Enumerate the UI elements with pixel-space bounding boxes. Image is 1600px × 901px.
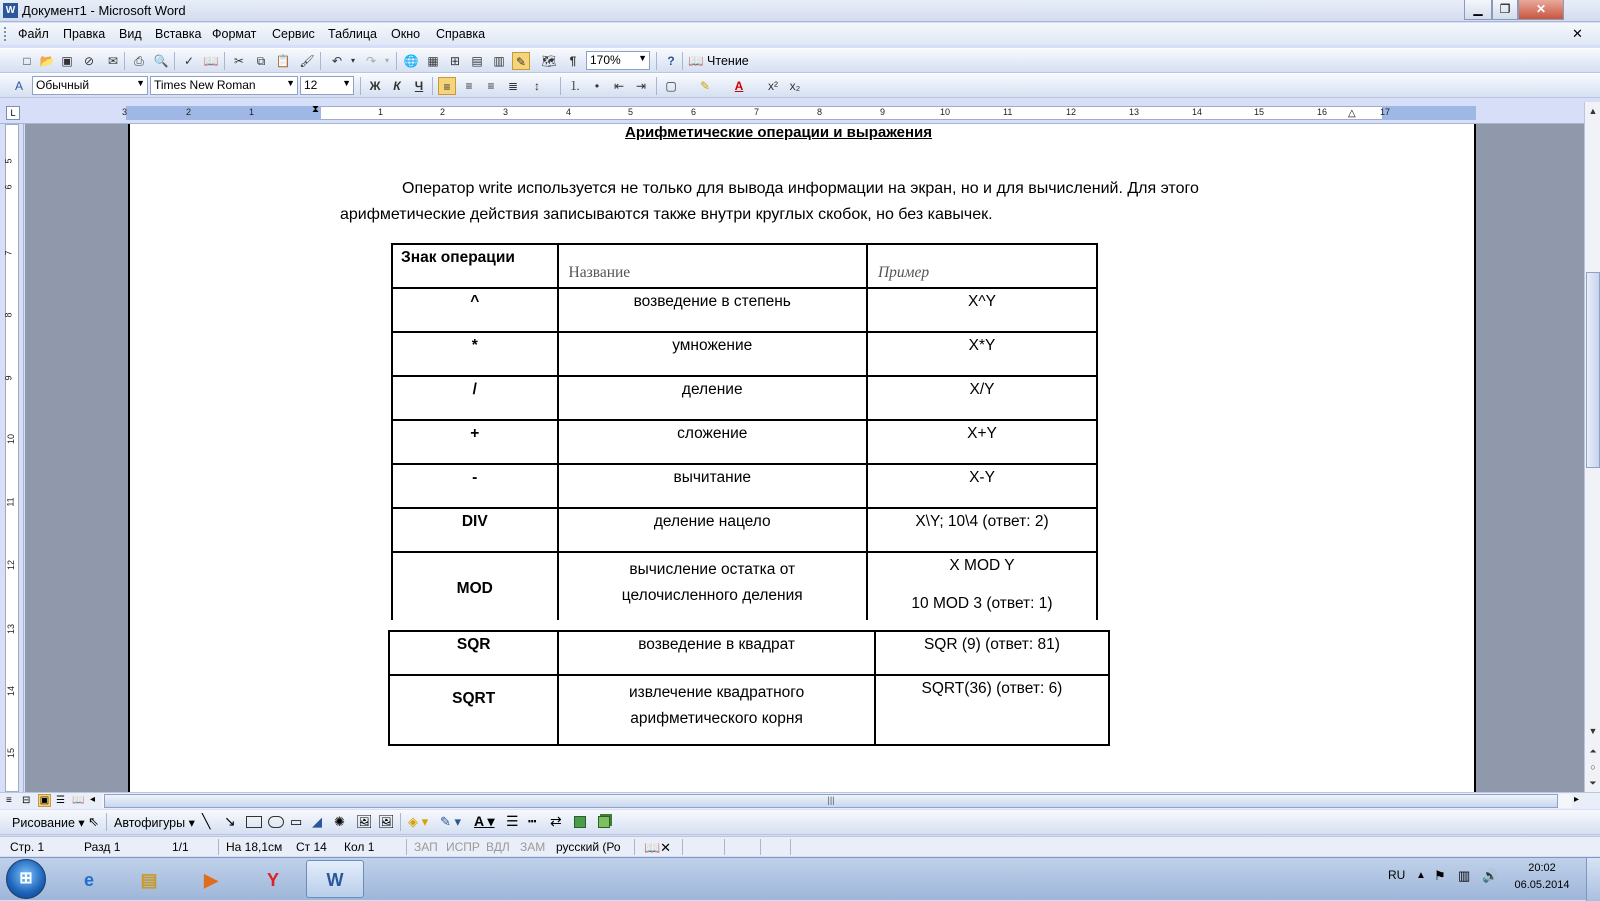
reading-mode-label: Чтение (707, 54, 749, 68)
menu-help[interactable]: Справка (436, 27, 486, 41)
tray-clock[interactable]: 20:02 (1528, 862, 1556, 874)
print-icon[interactable]: ⎙ (134, 54, 144, 68)
line-style-icon[interactable]: ☰ (506, 813, 519, 829)
cell-operator[interactable]: ^ (392, 288, 558, 332)
insert-excel-icon[interactable]: ▤ (471, 54, 483, 68)
ruler-number: 17 (1380, 107, 1391, 117)
vertical-scrollbar[interactable] (1584, 102, 1600, 792)
status-language[interactable]: русский (Ро (556, 840, 621, 854)
ruler-number: 1 (378, 107, 384, 117)
ruler-number: 15 (6, 747, 17, 759)
cell-example[interactable]: X*Y (867, 332, 1097, 376)
underline-button[interactable]: Ч (414, 79, 424, 93)
ruler-number: 8 (817, 107, 823, 117)
paste-icon[interactable]: 📋 (275, 54, 291, 68)
3d-style-icon[interactable] (598, 816, 610, 828)
web-layout-icon[interactable]: ⊟ (22, 795, 31, 806)
status-position[interactable]: На 18,1см (226, 840, 283, 854)
shadow-style-icon[interactable] (574, 816, 586, 828)
status-extend[interactable]: ВДЛ (486, 840, 510, 854)
ruler-number: 14 (1192, 107, 1203, 117)
cell-example[interactable]: X-Y (867, 464, 1097, 508)
line-spacing-icon[interactable]: ↕ (534, 79, 540, 93)
cell-example[interactable]: SQR (9) (ответ: 81) (875, 631, 1109, 675)
restore-button[interactable]: ❐ (1492, 0, 1518, 20)
start-button[interactable]: ⊞ (6, 859, 46, 899)
table-row (392, 376, 1097, 420)
menu-view[interactable]: Вид (119, 27, 142, 41)
draw-menu-button[interactable]: Рисование ▾ (12, 816, 85, 830)
document-paragraph[interactable] (340, 176, 1260, 228)
style-select[interactable] (32, 76, 148, 95)
yandex-icon[interactable]: Y (266, 870, 279, 890)
drawing-icon[interactable]: ✎ (512, 52, 530, 70)
right-indent-marker-icon[interactable]: △ (1348, 108, 1356, 119)
status-track-changes[interactable]: ИСПР (446, 840, 480, 854)
zoom-select[interactable] (586, 51, 650, 70)
oval-icon[interactable] (268, 816, 284, 828)
ruler-number: 2 (440, 107, 446, 117)
cell-example[interactable]: X^Y (867, 288, 1097, 332)
cell-operator[interactable]: * (392, 332, 558, 376)
research-icon[interactable]: 📖 (203, 54, 219, 68)
highlight-icon[interactable]: ✎ (699, 79, 711, 93)
cell-operator[interactable]: MOD (392, 552, 558, 620)
new-document-icon[interactable]: □ (23, 54, 31, 68)
reading-view-icon[interactable]: 📖 (72, 795, 85, 806)
taskbar (0, 857, 1600, 900)
ruler-number: 15 (1254, 107, 1265, 117)
align-center-icon[interactable]: ≡ (465, 79, 473, 93)
horizontal-ruler[interactable] (0, 102, 1600, 124)
drawing-font-color-icon[interactable]: A ▾ (474, 813, 495, 829)
menu-format[interactable]: Формат (212, 27, 257, 41)
open-icon[interactable]: 📂 (39, 54, 55, 68)
status-pages[interactable]: 1/1 (172, 840, 189, 854)
cell-operator[interactable]: / (392, 376, 558, 420)
print-preview-icon[interactable]: 🔍 (153, 54, 169, 68)
cell-operator[interactable]: DIV (392, 508, 558, 552)
table-row (392, 508, 1097, 552)
hyperlink-icon[interactable]: 🌐 (403, 54, 419, 68)
paragraph-text: Оператор write используется не только для вывода информации на экран, но и для вычислений. Для этого арифметические действия записываются также внутри круглых скобок, но без кавычек. (340, 180, 1199, 223)
ruler-number: 9 (880, 107, 886, 117)
ruler-number: 6 (3, 184, 14, 190)
cell-operator[interactable]: SQRT (389, 675, 558, 745)
word-taskbar-icon[interactable]: W (306, 860, 364, 898)
ruler-number: 6 (691, 107, 697, 117)
ruler-number: 9 (3, 375, 14, 381)
table-row (389, 631, 1109, 675)
cell-name[interactable]: возведение в квадрат (558, 631, 875, 675)
insert-picture-icon[interactable]: 🖼 (378, 814, 395, 829)
help-icon[interactable]: ? (667, 54, 675, 68)
standard-toolbar (0, 48, 1600, 73)
undo-dropdown-icon[interactable]: ▾ (350, 56, 355, 65)
formatting-toolbar (0, 73, 1600, 98)
autoshapes-button[interactable]: Автофигуры ▾ (114, 816, 195, 830)
ruler-number: 10 (6, 433, 17, 445)
title-bar (0, 0, 1600, 22)
minimize-button[interactable]: ▁ (1464, 0, 1492, 20)
cell-example[interactable]: X\Y; 10\4 (ответ: 2) (867, 508, 1097, 552)
show-hide-icon[interactable]: ¶ (569, 54, 577, 68)
cell-operator[interactable]: + (392, 420, 558, 464)
ruler-number: 13 (6, 623, 17, 635)
justify-icon[interactable]: ≣ (507, 79, 519, 93)
status-overtype[interactable]: ЗАМ (520, 840, 546, 854)
ruler-number: 11 (1003, 107, 1013, 117)
example-line: 10 MOD 3 (ответ: 1) (911, 595, 1053, 612)
scroll-up-icon[interactable]: ▲ (1588, 106, 1598, 116)
font-value: Times New Roman (154, 78, 256, 92)
close-doc-icon[interactable]: ✕ (1572, 26, 1583, 41)
email-icon[interactable]: ✉ (107, 54, 119, 68)
undo-icon[interactable]: ↶ (331, 54, 343, 68)
print-layout-icon[interactable]: ▣ (39, 795, 50, 806)
table-row (392, 332, 1097, 376)
table-row (392, 464, 1097, 508)
bold-button[interactable]: Ж (369, 79, 381, 93)
superscript-icon[interactable]: x² (768, 79, 778, 93)
autoshapes-label: Автофигуры (114, 816, 186, 830)
horizontal-scrollbar[interactable] (0, 792, 1600, 809)
cell-name[interactable]: умножение (558, 332, 867, 376)
numbering-icon[interactable]: ⒈ (568, 79, 581, 93)
header-example[interactable]: Пример (867, 244, 1097, 288)
status-column[interactable]: Кол 1 (344, 840, 375, 854)
clip-art-icon[interactable]: 🖼 (356, 814, 373, 829)
cut-icon[interactable]: ✂ (233, 54, 245, 68)
reading-mode-button[interactable]: 📖 Чтение (688, 54, 749, 68)
line-color-icon[interactable]: ✎ ▾ (440, 814, 462, 829)
tray-language[interactable]: RU (1388, 868, 1406, 882)
outline-view-icon[interactable]: ☰ (56, 795, 65, 806)
menu-edit[interactable]: Правка (63, 27, 106, 41)
cell-name[interactable]: возведение в степень (558, 288, 867, 332)
arrow-style-icon[interactable]: ⇄ (550, 813, 562, 829)
scroll-left-icon[interactable]: ◂ (90, 794, 96, 805)
bullets-icon[interactable]: • (594, 79, 600, 93)
draw-menu-label: Рисование (12, 816, 75, 830)
dash-style-icon[interactable]: ┅ (528, 813, 537, 829)
rectangle-icon[interactable] (246, 816, 262, 828)
ruler-number: 4 (566, 107, 572, 117)
ruler-number: 5 (628, 107, 634, 117)
permission-icon[interactable]: ⊘ (83, 54, 95, 68)
table-header-row (392, 244, 1097, 288)
normal-view-icon[interactable]: ≡ (6, 795, 12, 806)
operations-table[interactable] (391, 243, 1098, 620)
decrease-indent-icon[interactable]: ⇤ (613, 79, 625, 93)
align-left-icon[interactable]: ≡ (438, 77, 456, 95)
select-objects-icon[interactable]: ⇖ (88, 814, 99, 829)
window-title: Документ1 - Microsoft Word (22, 3, 186, 18)
tab-selector-icon[interactable]: L (6, 106, 20, 120)
font-select[interactable] (150, 76, 298, 95)
drawing-toolbar (0, 810, 1600, 835)
diagram-icon[interactable]: ✺ (334, 814, 345, 829)
operations-table-continued[interactable] (388, 630, 1110, 746)
line-icon[interactable]: ╲ (202, 813, 211, 829)
borders-icon[interactable]: ▢ (665, 79, 677, 93)
status-line[interactable]: Ст 14 (296, 840, 327, 854)
ruler-number: 8 (3, 312, 14, 318)
redo-icon[interactable]: ↷ (365, 54, 377, 68)
menu-window[interactable]: Окно (391, 27, 421, 41)
redo-dropdown-icon[interactable]: ▾ (384, 56, 389, 65)
ruler-number: 3 (122, 107, 128, 117)
indent-marker-icon[interactable]: ⧗ (312, 104, 320, 115)
chevron-down-icon: ▼ (638, 53, 647, 63)
ruler-number: 10 (940, 107, 951, 117)
menu-table[interactable]: Таблица (328, 27, 378, 41)
chevron-down-icon: ▼ (136, 78, 145, 88)
ruler-number: 1 (249, 107, 255, 117)
network-icon[interactable]: ▥ (1458, 868, 1471, 883)
ruler-number: 11 (5, 497, 16, 507)
action-center-icon[interactable]: ⚑ (1434, 868, 1446, 883)
tray-date[interactable]: 06.05.2014 (1514, 879, 1570, 891)
subscript-icon[interactable]: x₂ (789, 79, 801, 93)
ruler-number: 7 (754, 107, 760, 117)
status-section[interactable]: Разд 1 (84, 840, 121, 854)
insert-table-icon[interactable]: ⊞ (449, 54, 461, 68)
document-heading[interactable] (625, 124, 932, 132)
cell-name[interactable]: извлечение квадратного арифметического корня (558, 675, 875, 745)
align-right-icon[interactable]: ≡ (487, 79, 495, 93)
cell-operator[interactable]: - (392, 464, 558, 508)
fill-color-icon[interactable]: ◈ ▾ (408, 814, 429, 829)
ruler-number: 7 (3, 250, 14, 256)
copy-icon[interactable]: ⧉ (256, 54, 266, 68)
save-icon[interactable]: ▣ (61, 54, 73, 68)
header-operator[interactable]: Знак операции (392, 244, 558, 288)
example-line: X MOD Y (949, 557, 1015, 574)
table-row (389, 675, 1109, 745)
cell-example[interactable] (867, 552, 1097, 620)
spelling-icon[interactable]: ✓ (183, 54, 195, 68)
ruler-number: 12 (1066, 107, 1077, 117)
status-record[interactable]: ЗАП (414, 840, 438, 854)
media-player-icon[interactable]: ▶ (204, 870, 218, 890)
cell-example[interactable]: SQRT(36) (ответ: 6) (875, 675, 1109, 745)
table-row (392, 420, 1097, 464)
cell-example[interactable]: X/Y (867, 376, 1097, 420)
ruler-number: 3 (503, 107, 509, 117)
ruler-number: 2 (186, 107, 192, 117)
document-map-icon[interactable]: 🗺 (541, 54, 557, 68)
volume-icon[interactable]: 🔊 (1482, 868, 1499, 883)
table-row (392, 288, 1097, 332)
ruler-number: 16 (1317, 107, 1328, 117)
menu-grip (4, 27, 8, 41)
ruler-number: 14 (6, 685, 17, 697)
tables-borders-icon[interactable]: ▦ (427, 54, 439, 68)
format-painter-icon[interactable]: 🖌 (299, 54, 315, 68)
ruler-number: 5 (3, 158, 14, 164)
hscroll-thumb[interactable]: ||| (104, 794, 1558, 808)
italic-button[interactable]: К (393, 79, 401, 93)
zoom-value: 170% (590, 53, 621, 67)
styles-pane-icon[interactable]: A (14, 79, 23, 93)
wordart-icon[interactable]: ◢ (312, 814, 322, 829)
menu-file[interactable]: Файл (18, 27, 49, 41)
menu-insert[interactable]: Вставка (155, 27, 202, 41)
scroll-thumb[interactable] (1586, 272, 1600, 468)
font-color-icon[interactable]: A (734, 79, 744, 93)
previous-page-icon[interactable]: ⏶ (1589, 746, 1597, 756)
font-size-select[interactable] (300, 76, 354, 95)
scroll-down-icon[interactable]: ▼ (1588, 726, 1598, 736)
columns-icon[interactable]: ▥ (493, 54, 505, 68)
word-app-icon[interactable]: W (3, 3, 18, 18)
cell-name[interactable]: вычисление остатка от целочисленного деления (558, 552, 867, 620)
show-desktop-button[interactable] (1586, 858, 1600, 901)
ie-icon[interactable]: e (83, 870, 94, 890)
cell-example[interactable]: X+Y (867, 420, 1097, 464)
increase-indent-icon[interactable]: ⇥ (635, 79, 647, 93)
chevron-down-icon: ▼ (342, 78, 351, 88)
status-bar (0, 836, 1600, 856)
cell-name[interactable]: деление (558, 376, 867, 420)
cell-name[interactable]: вычитание (558, 464, 867, 508)
header-name[interactable]: Название (558, 244, 867, 288)
arrow-icon[interactable]: ↘ (224, 813, 236, 829)
text-box-icon[interactable]: ▭ (290, 814, 303, 829)
spelling-status-icon[interactable]: 📖✕ (644, 840, 672, 855)
cell-name[interactable]: сложение (558, 420, 867, 464)
menu-tools[interactable]: Сервис (272, 27, 315, 41)
close-button[interactable]: ✕ (1518, 0, 1564, 20)
ruler-number: 12 (6, 559, 17, 571)
scroll-right-icon[interactable]: ▸ (1574, 794, 1580, 805)
next-page-icon[interactable]: ⏷ (1589, 778, 1597, 788)
cell-name[interactable]: деление нацело (558, 508, 867, 552)
cell-operator[interactable]: SQR (389, 631, 558, 675)
vertical-ruler[interactable] (0, 124, 24, 792)
table-row (392, 552, 1097, 620)
ruler-number: 13 (1129, 107, 1140, 117)
system-tray (1374, 858, 1600, 901)
show-hidden-icons-icon[interactable]: ▲ (1416, 870, 1426, 881)
explorer-icon[interactable]: ▤ (140, 870, 158, 890)
style-value: Обычный (36, 78, 90, 92)
font-size-value: 12 (304, 78, 318, 92)
menu-bar (0, 23, 1600, 45)
chevron-down-icon: ▼ (286, 78, 295, 88)
browse-object-icon[interactable]: ○ (1590, 762, 1596, 772)
status-page[interactable]: Стр. 1 (10, 840, 45, 854)
